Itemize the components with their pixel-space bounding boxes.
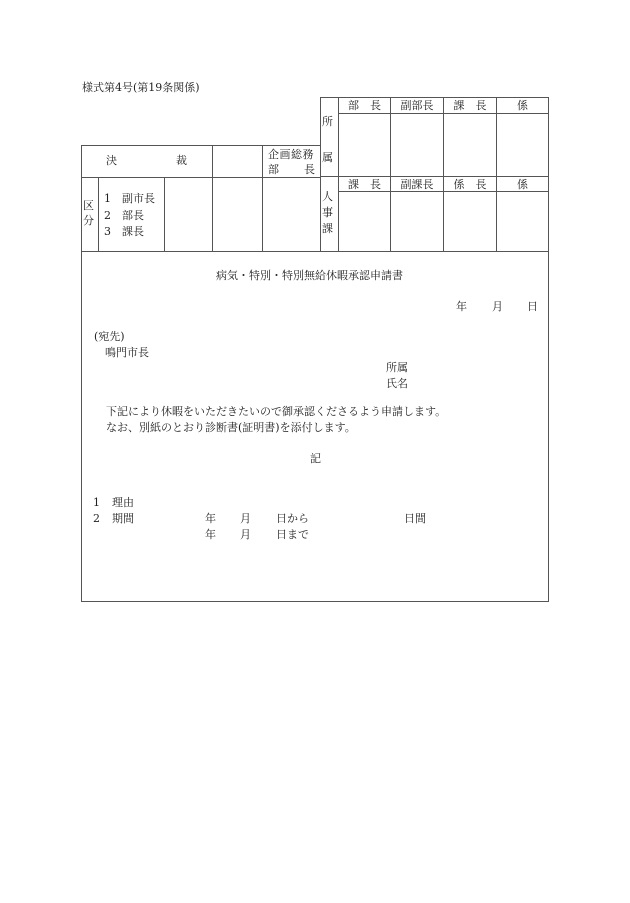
stamp-cell-jinji-kakaricho[interactable] (444, 192, 496, 251)
shozoku-label-2: 属 (322, 151, 333, 164)
divider (81, 145, 82, 252)
stamp-cell-kessai[interactable] (165, 178, 212, 251)
form-number: 様式第4号(第19条関係) (82, 81, 200, 94)
divider (320, 176, 549, 177)
document-title: 病気・特別・特別無給休暇承認申請書 (216, 269, 403, 282)
date-month-label: 月 (492, 300, 503, 313)
affiliation-label: 所属 (386, 361, 408, 374)
jinji-header-kakari: 係 (517, 178, 528, 191)
item-1-label-reason: 理由 (112, 496, 134, 509)
period-from-suffix: 日から (276, 512, 309, 525)
jinji-label-2: 事 (322, 206, 333, 219)
request-paragraph-1: 下記により休暇をいただきたいので御承認くださるよう申請します。 (106, 405, 447, 418)
kubun-option-2-num: 2 (104, 209, 111, 222)
kubun-option-3-label: 課長 (122, 225, 144, 238)
item-2-num: 2 (93, 512, 100, 525)
date-year-label: 年 (456, 300, 467, 313)
kessai-label-1: 決 (106, 154, 117, 167)
kubun-option-3-num: 3 (104, 225, 111, 238)
divider (81, 601, 549, 602)
request-paragraph-2: なお、別紙のとおり診断書(証明書)を添付します。 (106, 421, 356, 434)
kubun-option-1-label: 副市長 (122, 192, 155, 205)
kubun-option-1-num: 1 (104, 192, 111, 205)
shozoku-header-fukubucho: 副部長 (400, 99, 434, 112)
kubun-label-2: 分 (83, 214, 94, 227)
kikaku-label-1: 企画総務 (268, 148, 314, 161)
jinji-header-fukukacho: 副課長 (400, 178, 434, 191)
divider (81, 251, 82, 601)
ki-label: 記 (310, 452, 321, 465)
period-days-label: 日間 (404, 512, 426, 525)
jinji-header-kacho: 課 長 (348, 178, 381, 191)
jinji-header-kakaricho: 係 長 (453, 178, 487, 191)
shozoku-header-bucho: 部 長 (348, 99, 381, 112)
jinji-label-1: 人 (322, 190, 333, 203)
stamp-cell-jinji-kakari[interactable] (497, 192, 548, 251)
name-label: 氏名 (386, 377, 408, 390)
kessai-label-2: 裁 (176, 154, 187, 167)
kubun-label-1: 区 (83, 199, 94, 212)
divider (320, 97, 321, 252)
divider (548, 251, 549, 601)
stamp-cell-jinji-fukukacho[interactable] (391, 192, 443, 251)
divider (320, 97, 549, 98)
jinji-label-3: 課 (322, 222, 333, 235)
shozoku-label-1: 所 (322, 115, 333, 128)
kikaku-label-2a: 部 (268, 163, 279, 176)
shozoku-header-kakari: 係 (517, 99, 528, 112)
stamp-cell-shozoku-kacho[interactable] (444, 114, 496, 176)
stamp-cell-shozoku-fukubucho[interactable] (391, 114, 443, 176)
kubun-option-2-label: 部長 (122, 209, 144, 222)
addressee-label: (宛先) (94, 330, 125, 343)
stamp-cell-jinji-kacho[interactable] (339, 192, 390, 251)
period-to-suffix: 日まで (276, 528, 309, 541)
period-from-month: 月 (240, 512, 251, 525)
addressee: 鳴門市長 (105, 346, 149, 359)
item-1-num: 1 (93, 496, 100, 509)
date-day-label: 日 (527, 300, 538, 313)
divider (81, 145, 320, 146)
stamp-cell-shozoku-kakari[interactable] (497, 114, 548, 176)
period-to-month: 月 (240, 528, 251, 541)
period-to-year: 年 (205, 528, 216, 541)
stamp-cell-kikaku-bucho[interactable] (263, 178, 320, 251)
shozoku-header-kacho: 課 長 (453, 99, 487, 112)
item-2-label-period: 期間 (112, 512, 134, 525)
period-from-year: 年 (205, 512, 216, 525)
divider (81, 251, 549, 252)
divider (98, 177, 99, 252)
divider (548, 97, 549, 252)
kikaku-label-2b: 長 (304, 163, 315, 176)
stamp-cell-blank[interactable] (213, 146, 262, 251)
stamp-cell-shozoku-bucho[interactable] (339, 114, 390, 176)
